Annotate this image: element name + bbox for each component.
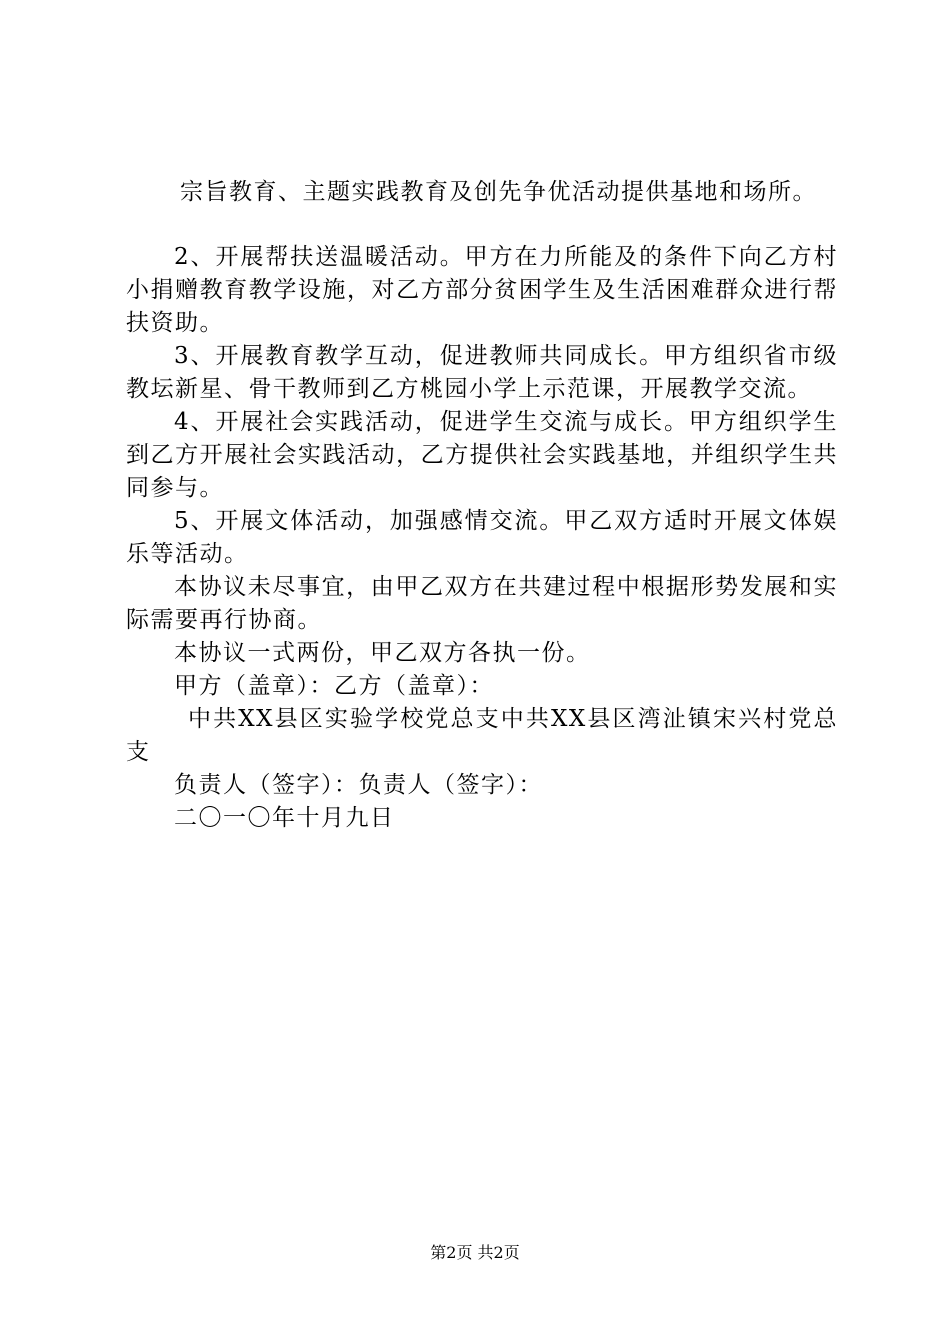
paragraph-unfinished-matters: 本协议未尽事宜，由甲乙双方在共建过程中根据形势发展和实际需要再行协商。 xyxy=(126,574,838,633)
paragraph-item-2: 2、开展帮扶送温暖活动。甲方在力所能及的条件下向乙方村小捐赠教育教学设施，对乙方部分贫困学生及生活困难群众进行帮扶资助。 xyxy=(126,244,838,336)
seal-line: 甲方（盖章）：乙方（盖章）： xyxy=(174,673,494,699)
signature-line: 负责人（签字）：负责人（签字）： xyxy=(174,772,543,798)
paragraph-copies: 本协议一式两份，甲乙双方各执一份。 xyxy=(174,640,591,666)
paragraph-item-5: 5、开展文体活动，加强感情交流。甲乙双方适时开展文体娱乐等活动。 xyxy=(126,508,838,567)
date-line: 二〇一〇年十月九日 xyxy=(174,805,395,831)
party-names: 中共XX县区实验学校党总支中共XX县区湾沚镇宋兴村党总支 xyxy=(126,706,838,765)
paragraph-continuation: 宗旨教育、主题实践教育及创先争优活动提供基地和场所。 xyxy=(180,179,817,205)
document-body xyxy=(126,176,838,835)
page-number-footer: 第2页 共2页 xyxy=(430,1243,520,1262)
paragraph-item-3: 3、开展教育教学互动，促进教师共同成长。甲方组织省市级教坛新星、骨干教师到乙方桃园小学上示范课，开展教学交流。 xyxy=(126,343,838,402)
paragraph-item-4: 4、开展社会实践活动，促进学生交流与成长。甲方组织学生到乙方开展社会实践活动，乙方提供社会实践基地，并组织学生共同参与。 xyxy=(126,409,838,501)
